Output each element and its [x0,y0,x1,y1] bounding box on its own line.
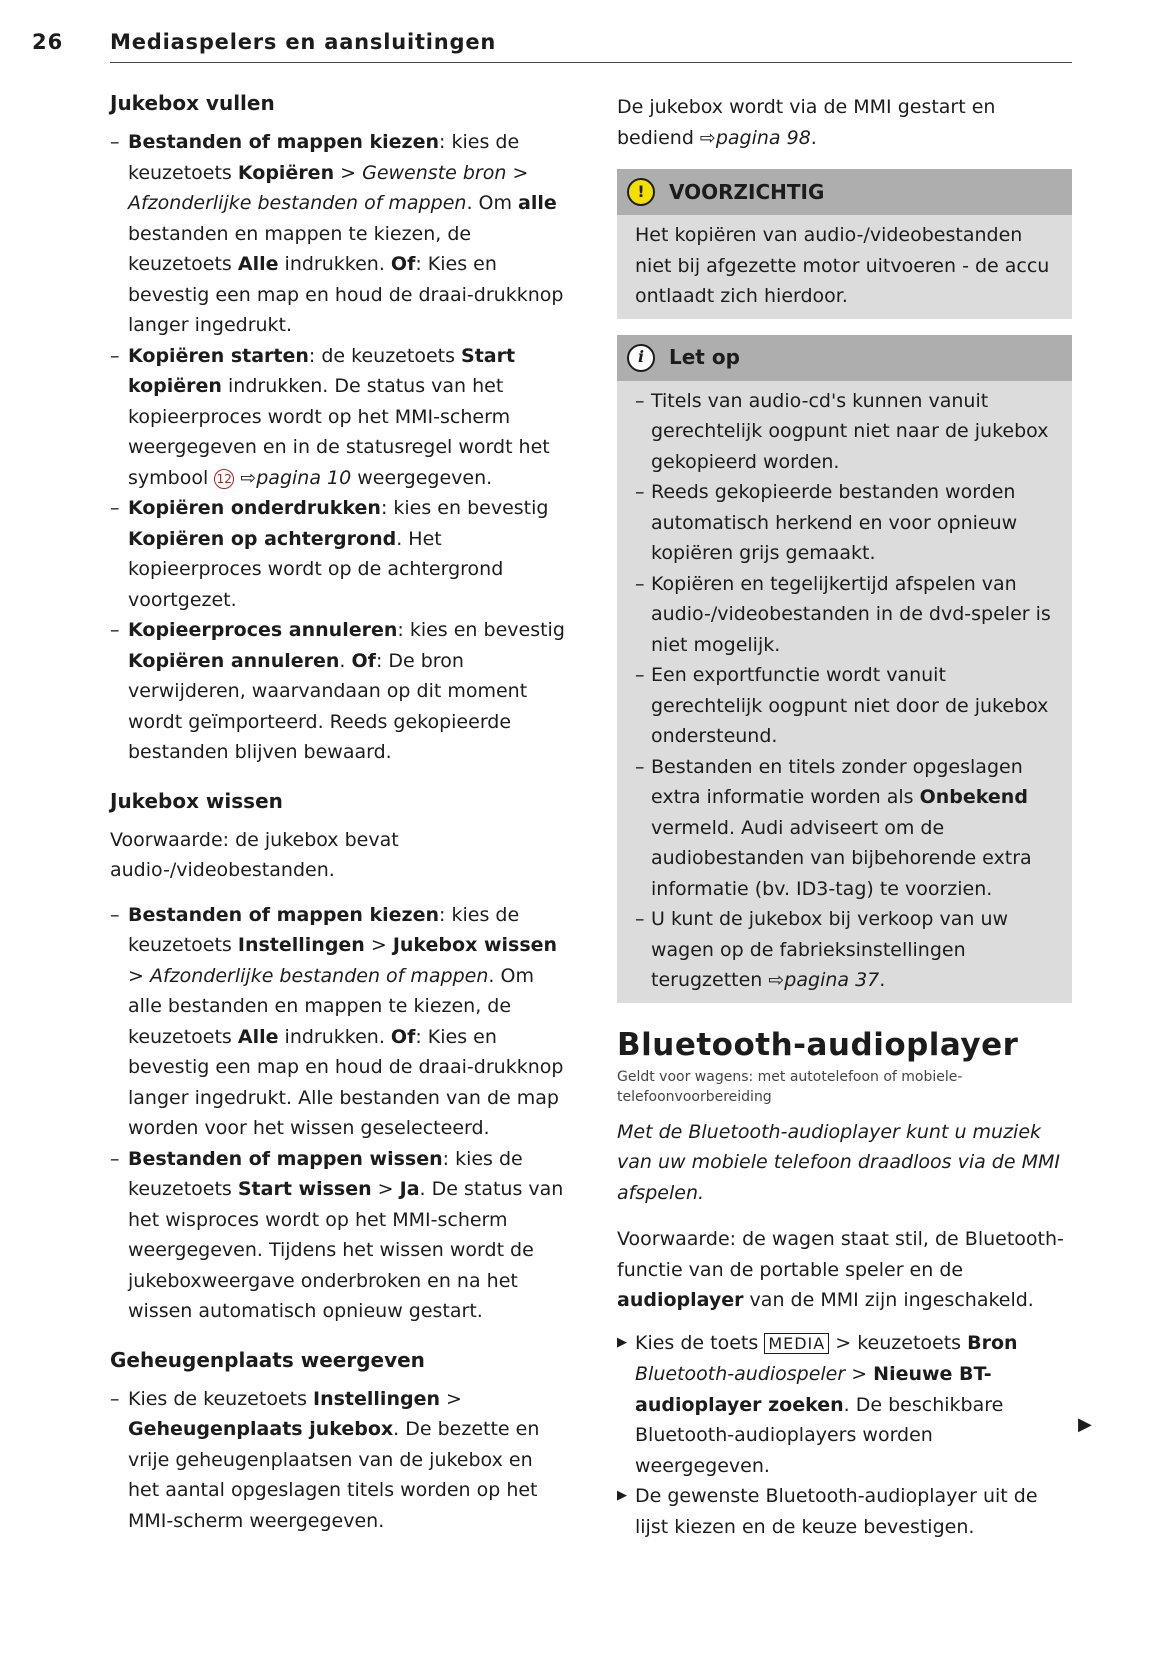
caution-text: Het kopiëren van audio-/videobestanden niet bij afgezette motor uitvoeren - de accu ontlaadt zich hierdoor. [635,224,1050,307]
page-link[interactable]: ⇨pagina 37 [768,969,880,991]
lead-text: Met de Bluetooth-audioplayer kunt u muziek van uw mobiele telefoon draadloos via de MMI afspelen. [617,1120,1060,1204]
caution-title: VOORZICHTIG [669,179,825,204]
section-jukebox-vullen [110,88,565,768]
list-item: – Kopiëren onderdrukken: kies en bevestig Kopiëren op achtergrond. Het kopieerproces wordt op de achtergrond voortgezet. [110,497,549,611]
condition-text: Voorwaarde: de jukebox bevat audio-/videobestanden. [110,828,399,881]
list-item: – Titels van audio-cd's kunnen vanuit gerechtelijk oogpunt niet naar de jukebox gekopieerd worden. [635,389,1049,473]
page-link[interactable]: ⇨pagina 10 [240,466,352,489]
page-link[interactable]: ⇨pagina 98 [699,126,811,149]
heading-geheugenplaats: Geheugenplaats weergeven [110,1347,425,1372]
condition-text: Voorwaarde: de wagen staat stil, de Bluetooth-functie van de portable speler en de audioplayer van de MMI zijn ingeschakeld. [617,1228,1064,1311]
list-item: – Kopiëren en tegelijkertijd afspelen van audio-/videobestanden in de dvd-speler is niet mogelijk. [635,572,1051,656]
step-item: ▶ Kies de toets MEDIA > keuzetoets Bron Bluetooth-audiospeler > Nieuwe BT-audioplayer zoeken. De beschikbare Bluetooth-audioplayers worden weergegeven. [617,1328,1072,1482]
right-column [617,92,1072,1542]
list-item: – Een exportfunctie wordt vanuit gerechtelijk oogpunt niet door de jukebox ondersteund. [635,664,1049,747]
applies-to-note: Geldt voor wagens: met autotelefoon of mobiele-telefoonvoorbereiding [617,1068,963,1105]
list-item: – Bestanden en titels zonder opgeslagen extra informatie worden als Onbekend vermeld. Audi adviseert om de audiobestanden van bijbehorende extra informatie (bv. ID3-tag) te voorzien. [635,755,1032,900]
section-title-bluetooth: Bluetooth-audioplayer [617,1026,1019,1063]
left-column [110,88,565,1554]
list-item: – Kies de keuzetoets Instellingen > Geheugenplaats jukebox. De bezette en vrije geheugenplaatsen van de jukebox en het aantal opgeslagen titels worden op het MMI-scherm weergegeven. [110,1387,540,1532]
list-item: – Bestanden of mappen wissen: kies de keuzetoets Start wissen > Ja. De status van het wisproces wordt op het MMI-scherm weergegeven. Tijdens het wissen wordt de jukeboxweergave onderbroken en na het wissen automatisch opnieuw gestart. [110,1147,564,1322]
step-item: ▶ De gewenste Bluetooth-audioplayer uit de lijst kiezen en de keuze bevestigen. [617,1481,1072,1542]
list-item: – U kunt de jukebox bij verkoop van uw wagen op de fabrieksinstellingen terugzetten ⇨pagina 37. [635,908,1009,991]
list-item: – Reeds gekopieerde bestanden worden automatisch herkend en voor opnieuw kopiëren grijs gemaakt. [635,481,1018,564]
note-header [617,335,1072,381]
list-item: – Kopiëren starten: de keuzetoets Start kopiëren indrukken. De status van het kopieerproces wordt op het MMI-scherm weergegeven en in de statusregel wordt het symbool 12 ⇨pagina 10 weergegeven. [110,344,550,489]
caution-box [617,169,1072,319]
heading-jukebox-vullen: Jukebox vullen [110,91,275,115]
info-icon: i [627,344,655,372]
continue-arrow-icon: ▶ [1078,1414,1092,1435]
warning-icon: ! [627,178,655,206]
step-arrow-icon: ▶ [617,1334,627,1350]
header-title: Mediaspelers en aansluitingen [110,30,497,54]
note-box [617,335,1072,1003]
media-key: MEDIA [764,1333,829,1354]
section-geheugenplaats [110,1345,565,1537]
header-rule [110,62,1072,63]
list-item: – Bestanden of mappen kiezen: kies de keuzetoets Kopiëren > Gewenste bron > Afzonderlijke bestanden of mappen. Om alle bestanden en mappen te kiezen, de keuzetoets Alle indrukken. Of: Kies en bevestig een map en houd de draai-drukknop langer ingedrukt. [110,131,564,336]
section-jukebox-wissen [110,786,565,1327]
intro-text: De jukebox wordt via de MMI gestart en bediend ⇨pagina 98. [617,96,996,149]
note-title: Let op [669,345,740,370]
list-item: – Kopieerproces annuleren: kies en bevestig Kopiëren annuleren. Of: De bron verwijderen, waarvandaan op dit moment wordt geïmporteerd. Reeds gekopieerde bestanden blijven bewaard. [110,619,565,763]
caution-header [617,169,1072,215]
heading-jukebox-wissen: Jukebox wissen [110,788,283,813]
note-list [617,381,1072,1003]
page-number: 26 [32,30,64,54]
step-arrow-icon: ▶ [617,1488,627,1503]
list-item: – Bestanden of mappen kiezen: kies de keuzetoets Instellingen > Jukebox wissen > Afzonderlijke bestanden of mappen. Om alle bestanden en mappen te kiezen, de keuzetoets Alle indrukken. Of: Kies en bevestig een map en houd de draai-drukknop langer ingedrukt. Alle bestanden van de map worden voor het wissen geselecteerd. [110,903,564,1139]
status-symbol-icon: 12 [214,469,234,489]
